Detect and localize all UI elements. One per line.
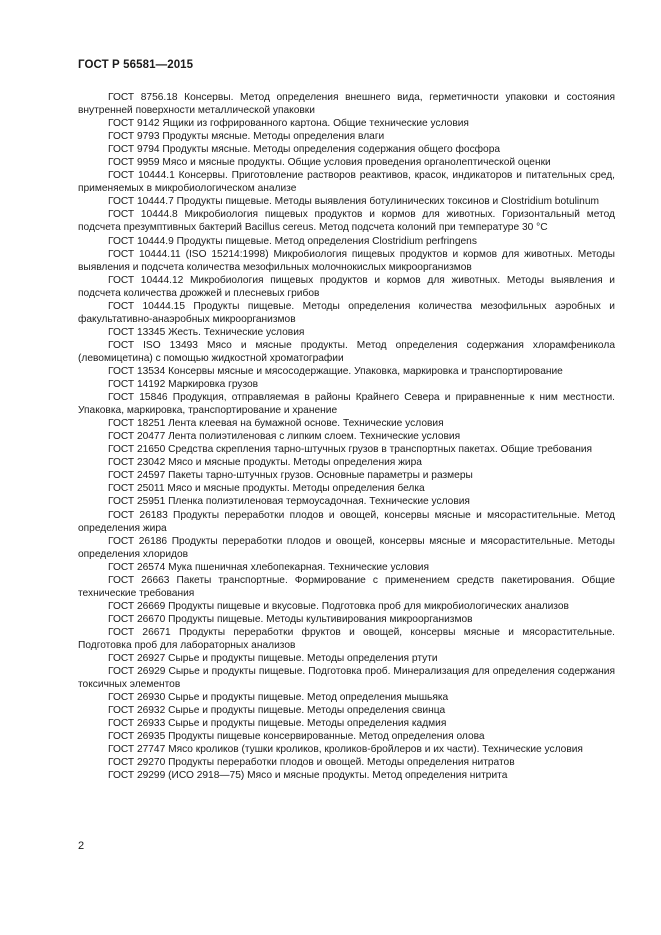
reference-item: ГОСТ 26669 Продукты пищевые и вкусовые. Подготовка проб для микробиологических анализов [108,600,569,612]
reference-item: ГОСТ 10444.9 Продукты пищевые. Метод определения Clostridium perfringens [108,235,477,247]
reference-item: ГОСТ 10444.11 (ISO 15214:1998) Микробиология пищевых продуктов и кормов для животных. Методы выявления и подсчета количества мезофильных молочнокислых микроорганизмов [78,248,615,273]
reference-item: ГОСТ 10444.7 Продукты пищевые. Методы выявления ботулинических токсинов и Clostridium botulinum [108,196,599,208]
reference-item: ГОСТ 10444.12 Микробиология пищевых продуктов и кормов для животных. Методы выявления и подсчета количества дрожжей и плесневых грибов [78,274,615,299]
reference-item: ГОСТ 15846 Продукция, отправляемая в районы Крайнего Севера и приравненные к ним местности. Упаковка, маркировка, транспортирование и хранение [78,392,615,417]
reference-item: ГОСТ 25951 Пленка полиэтиленовая термоусадочная. Технические условия [108,496,470,508]
page-header: ГОСТ Р 56581—2015 [78,59,194,71]
reference-item: ГОСТ 8756.18 Консервы. Метод определения внешнего вида, герметичности упаковки и состояния внутренней поверхности металлической упаковки [78,92,615,117]
reference-item: ГОСТ 10444.1 Консервы. Приготовление растворов реактивов, красок, индикаторов и питательных сред, применяемых в микробиологическом анализе [78,170,615,195]
reference-item: ГОСТ 26574 Мука пшеничная хлебопекарная. Технические условия [108,561,429,573]
reference-item: ГОСТ 9794 Продукты мясные. Методы определения содержания общего фосфора [108,144,501,156]
reference-item: ГОСТ 26183 Продукты переработки плодов и овощей, консервы мясные и мясорастительные. Метод определения жира [78,509,615,534]
reference-item: ГОСТ 9793 Продукты мясные. Методы определения влаги [108,131,385,143]
reference-item: ГОСТ 21650 Средства скрепления тарно-штучных грузов в транспортных пакетах. Общие требования [108,444,593,456]
reference-item: ГОСТ 26671 Продукты переработки фруктов и овощей, консервы мясные и мясорастительные. Подготовка проб для лабораторных анализов [78,626,615,651]
reference-item: ГОСТ 10444.8 Микробиология пищевых продуктов и кормов для животных. Горизонтальный метод подсчета презумптивных бактерий Bacillus cereus. Метод подсчета колоний при температуре 30 °С [78,209,615,234]
reference-item: ГОСТ 29270 Продукты переработки плодов и овощей. Методы определения нитратов [108,757,515,769]
reference-item: ГОСТ ISO 13493 Мясо и мясные продукты. Метод определения содержания хлорамфеникола (левомицетина) с помощью жидкостной хроматографии [78,339,615,364]
reference-item: ГОСТ 20477 Лента полиэтиленовая с липким слоем. Технические условия [108,431,461,443]
reference-item: ГОСТ 9959 Мясо и мясные продукты. Общие условия проведения органолептической оценки [108,157,551,169]
reference-item: ГОСТ 9142 Ящики из гофрированного картона. Общие технические условия [108,118,469,130]
reference-item: ГОСТ 26670 Продукты пищевые. Методы культивирования микроорганизмов [108,613,473,625]
reference-item: ГОСТ 26663 Пакеты транспортные. Формирование с применением средств пакетирования. Общие технические требования [78,574,615,599]
reference-item: ГОСТ 26932 Сырье и продукты пищевые. Методы определения свинца [108,705,446,717]
reference-item: ГОСТ 23042 Мясо и мясные продукты. Методы определения жира [108,457,422,469]
reference-item: ГОСТ 25011 Мясо и мясные продукты. Методы определения белка [108,483,425,495]
reference-item: ГОСТ 26930 Сырье и продукты пищевые. Метод определения мышьяка [108,692,449,704]
reference-item: ГОСТ 18251 Лента клеевая на бумажной основе. Технические условия [108,418,444,430]
reference-item: ГОСТ 26186 Продукты переработки плодов и овощей, консервы мясные и мясорастительные. Методы определения хлоридов [78,535,615,560]
reference-item: ГОСТ 26933 Сырье и продукты пищевые. Методы определения кадмия [108,718,447,730]
reference-item: ГОСТ 14192 Маркировка грузов [108,379,259,391]
reference-item: ГОСТ 13345 Жесть. Технические условия [108,326,305,338]
reference-item: ГОСТ 27747 Мясо кроликов (тушки кроликов, кроликов-бройлеров и их части). Технические условия [108,744,583,756]
reference-item: ГОСТ 10444.15 Продукты пищевые. Методы определения количества мезофильных аэробных и факультативно-анаэробных микроорганизмов [78,300,615,325]
reference-item: ГОСТ 26935 Продукты пищевые консервированные. Метод определения олова [108,731,485,743]
page-number: 2 [78,840,85,852]
reference-item: ГОСТ 26929 Сырье и продукты пищевые. Подготовка проб. Минерализация для определения содержания токсичных элементов [78,666,615,691]
reference-item: ГОСТ 26927 Сырье и продукты пищевые. Методы определения ртути [108,653,438,665]
normative-references-list [78,91,615,782]
reference-item: ГОСТ 29299 (ИСО 2918—75) Мясо и мясные продукты. Метод определения нитрита [108,770,508,782]
reference-item: ГОСТ 13534 Консервы мясные и мясосодержащие. Упаковка, маркировка и транспортирование [108,365,563,377]
reference-item: ГОСТ 24597 Пакеты тарно-штучных грузов. Основные параметры и размеры [108,470,473,482]
